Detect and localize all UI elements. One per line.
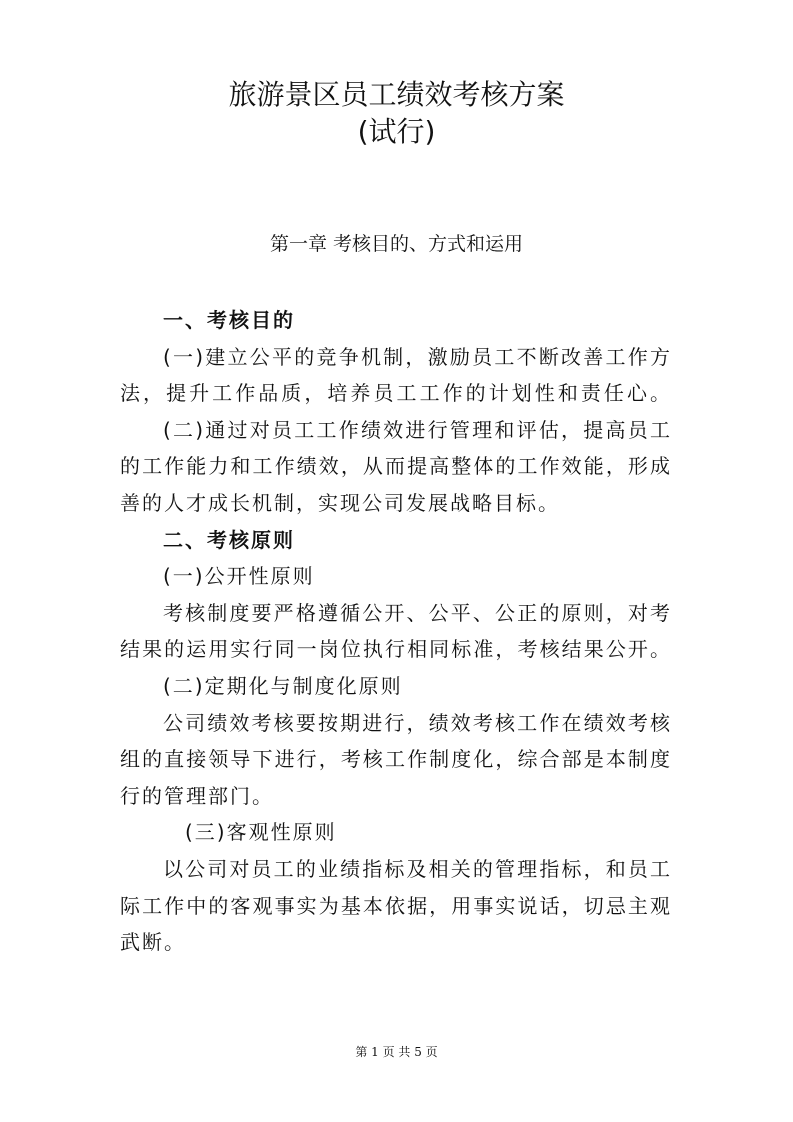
paragraph-line: (一)建立公平的竞争机制，激励员工不断改善工作方 (163, 344, 672, 369)
document-title: 旅游景区员工绩效考核方案 (228, 78, 565, 111)
paragraph-line: (三)客观性原则 (185, 820, 337, 845)
paragraph-line: 善的人才成长机制，实现公司发展战略目标。 (120, 491, 560, 515)
section-heading: 二、考核原则 (163, 527, 295, 552)
paragraph-line: 武断。 (120, 930, 186, 955)
paragraph-line: (二)通过对员工工作绩效进行管理和评估，提高员工 (163, 417, 672, 442)
paragraph-line: 组的直接领导下进行，考核工作制度化，综合部是本制度 (120, 747, 672, 772)
paragraph-line: 以公司对员工的业绩指标及相关的管理指标，和员工 (163, 857, 672, 881)
paragraph-line: 考核制度要严格遵循公开、公平、公正的原则，对考 (163, 600, 672, 625)
document-subtitle: (试行) (357, 115, 436, 148)
page-footer: 第 1 页 共 5 页 (355, 1045, 438, 1059)
paragraph-line: 际工作中的客观事实为基本依据，用事实说话，切忌主观 (120, 893, 672, 918)
paragraph-line: 结果的运用实行同一岗位执行相同标准，考核结果公开。 (120, 637, 672, 662)
chapter-heading: 第一章 考核目的、方式和运用 (269, 233, 524, 255)
paragraph-line: (一)公开性原则 (163, 564, 315, 589)
paragraph-line: 行的管理部门。 (120, 783, 274, 808)
paragraph-line: 法，提升工作品质，培养员工工作的计划性和责任心。 (120, 381, 672, 406)
paragraph-line: 的工作能力和工作绩效，从而提高整体的工作效能，形成 (120, 454, 672, 479)
paragraph-line: (二)定期化与制度化原则 (163, 674, 403, 698)
section-heading: 一、考核目的 (163, 308, 295, 332)
paragraph-line: 公司绩效考核要按期进行，绩效考核工作在绩效考核 (163, 710, 672, 735)
